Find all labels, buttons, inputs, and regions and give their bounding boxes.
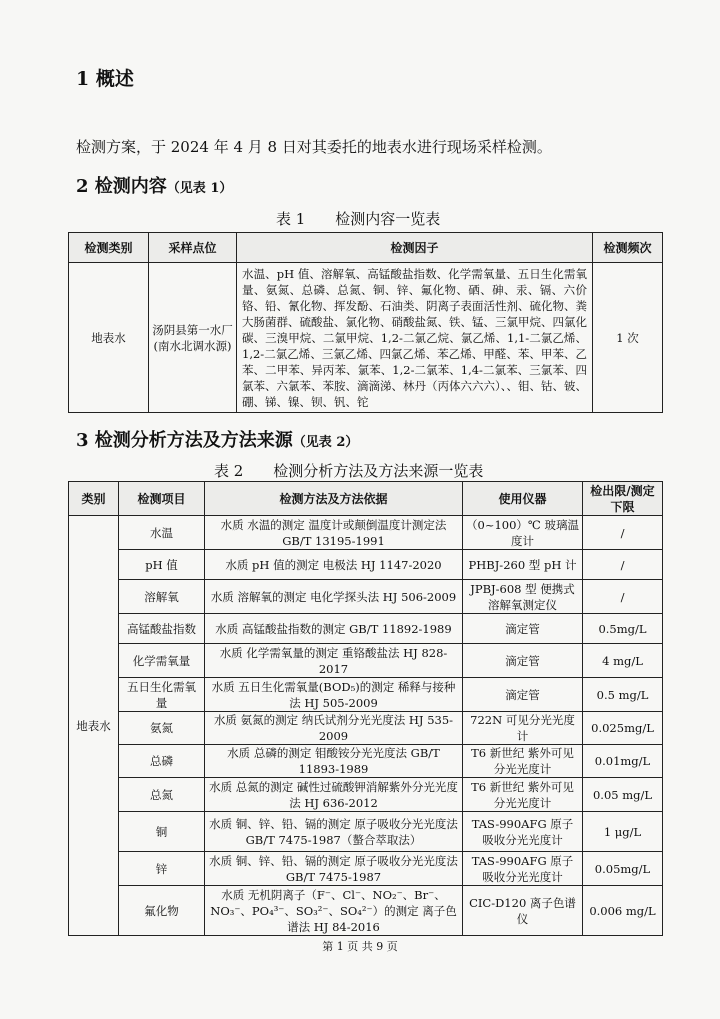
table-2-method: 水质 pH 值的测定 电极法 HJ 1147-2020 [205,550,463,580]
table-2-category: 地表水 [69,516,119,936]
table-row [69,516,663,550]
table-row [69,678,663,712]
section-3-title: 3 检测分析方法及方法来源 [76,430,293,451]
table-2-item: 溶解氧 [119,580,205,614]
table-2-limit: 1 μg/L [583,812,663,852]
table-2-method: 水质 无机阴离子（F⁻、Cl⁻、NO₂⁻、Br⁻、NO₃⁻、PO₄³⁻、SO₃²⁻、SO₄²⁻）的测定 离子色谱法 HJ 84-2016 [205,886,463,936]
table-2-method: 水质 高锰酸盐指数的测定 GB/T 11892-1989 [205,614,463,644]
table-2-item: 化学需氧量 [119,644,205,678]
table-2-item: pH 值 [119,550,205,580]
table-2 [68,481,663,936]
table-2-item: 总氮 [119,778,205,812]
table-2-limit: 4 mg/L [583,644,663,678]
table-2-method: 水质 化学需氧量的测定 重铬酸盐法 HJ 828-2017 [205,644,463,678]
table-2-method: 水质 总磷的测定 钼酸铵分光光度法 GB/T 11893-1989 [205,745,463,778]
table-2-instrument: T6 新世纪 紫外可见分光光度计 [463,745,583,778]
table-2-limit: 0.5mg/L [583,614,663,644]
table-2-instrument: JPBJ-608 型 便携式溶解氧测定仪 [463,580,583,614]
table-1-header: 检测类别 [69,233,149,263]
table-1-header-row [69,233,663,263]
table-2-item: 高锰酸盐指数 [119,614,205,644]
table-2-item: 铜 [119,812,205,852]
table-2-method: 水质 总氮的测定 碱性过硫酸钾消解紫外分光光度法 HJ 636-2012 [205,778,463,812]
table-2-method: 水质 溶解氧的测定 电化学探头法 HJ 506-2009 [205,580,463,614]
table-2-item: 氨氮 [119,712,205,745]
section-1-paragraph: 检测方案，于 2024 年 4 月 8 日对其委托的地表水进行现场采样检测。 [76,138,552,156]
section-2-title: 2 检测内容 [76,176,167,197]
table-row [69,852,663,886]
table-2-method: 水质 五日生化需氧量(BOD₅)的测定 稀释与接种法 HJ 505-2009 [205,678,463,712]
table-row [69,778,663,812]
table-row [69,263,663,413]
table-2-header: 类别 [69,482,119,516]
table-2-method: 水质 氨氮的测定 纳氏试剂分光光度法 HJ 535-2009 [205,712,463,745]
table-1-header: 检测因子 [237,233,593,263]
table-2-limit: 0.5 mg/L [583,678,663,712]
table-2-limit: / [583,550,663,580]
table-2-limit: / [583,516,663,550]
table-1-header: 检测频次 [593,233,663,263]
table-2-limit: / [583,580,663,614]
table-row [69,812,663,852]
table-2-item: 锌 [119,852,205,886]
table-2-instrument: 滴定管 [463,678,583,712]
table-1-location: 汤阴县第一水厂(南水北调水源) [149,263,237,413]
table-1-header: 采样点位 [149,233,237,263]
table-2-method: 水质 铜、锌、铅、镉的测定 原子吸收分光光度法 GB/T 7475-1987 [205,852,463,886]
table-2-header: 检出限/测定下限 [583,482,663,516]
table-2-instrument: 滴定管 [463,614,583,644]
table-2-method: 水质 铜、锌、铅、镉的测定 原子吸收分光光度法 GB/T 7475-1987（螯合萃取法） [205,812,463,852]
table-2-instrument: （0~100）℃ 玻璃温度计 [463,516,583,550]
table-row [69,886,663,936]
table-2-item: 水温 [119,516,205,550]
table-2-instrument: T6 新世纪 紫外可见分光光度计 [463,778,583,812]
table-2-limit: 0.01mg/L [583,745,663,778]
table-2-instrument: TAS-990AFG 原子吸收分光光度计 [463,812,583,852]
table-2-header: 检测项目 [119,482,205,516]
table-2-instrument: CIC-D120 离子色谱仪 [463,886,583,936]
table-1-category: 地表水 [69,263,149,413]
section-3-heading [76,426,358,452]
table-2-instrument: PHBJ-260 型 pH 计 [463,550,583,580]
table-1-caption: 表 1 检测内容一览表 [276,210,441,228]
table-2-instrument: TAS-990AFG 原子吸收分光光度计 [463,852,583,886]
table-2-limit: 0.025mg/L [583,712,663,745]
table-row [69,644,663,678]
table-2-instrument: 滴定管 [463,644,583,678]
page-footer: 第 1 页 共 9 页 [322,940,398,953]
table-row [69,550,663,580]
table-2-header: 使用仪器 [463,482,583,516]
section-2-heading [76,172,232,198]
table-2-item: 五日生化需氧量 [119,678,205,712]
table-1-frequency: 1 次 [593,263,663,413]
table-1-factors: 水温、pH 值、溶解氧、高锰酸盐指数、化学需氧量、五日生化需氧量、氨氮、总磷、总氮、铜、锌、氟化物、硒、砷、汞、镉、六价铬、铅、氰化物、挥发酚、石油类、阴离子表面活性剂、硫化物、粪大肠菌群、硫酸盐、氯化物、硝酸盐氮、铁、锰、三氯甲烷、四氯化碳、三溴甲烷、二氯甲烷、1,2-二氯乙烷、氯乙烯、1,1-二氯乙烯、1,2-二氯乙烯、三氯乙烯、四氯乙烯、苯乙烯、甲醛、苯、甲苯、乙苯、二甲苯、异丙苯、氯苯、1,2-二氯苯、1,4-二氯苯、三氯苯、四氯苯、六氯苯、苯胺、滴滴涕、林丹（丙体六六六）、、钼、钴、铍、硼、锑、镍、钡、钒、铊 [237,263,593,413]
table-2-limit: 0.05 mg/L [583,778,663,812]
section-3-note: （见表 2） [292,435,359,450]
table-row [69,745,663,778]
table-2-header-row [69,482,663,516]
table-1 [68,232,663,413]
table-row [69,614,663,644]
table-2-limit: 0.006 mg/L [583,886,663,936]
section-2-note: （见表 1） [166,181,233,196]
table-2-item: 总磷 [119,745,205,778]
section-1-heading: 1 概述 [76,68,134,90]
table-row [69,580,663,614]
table-2-header: 检测方法及方法依据 [205,482,463,516]
table-2-limit: 0.05mg/L [583,852,663,886]
table-row [69,712,663,745]
table-2-caption: 表 2 检测分析方法及方法来源一览表 [214,462,484,480]
table-2-item: 氟化物 [119,886,205,936]
table-2-instrument: 722N 可见分光光度计 [463,712,583,745]
table-2-method: 水质 水温的测定 温度计或颠倒温度计测定法 GB/T 13195-1991 [205,516,463,550]
